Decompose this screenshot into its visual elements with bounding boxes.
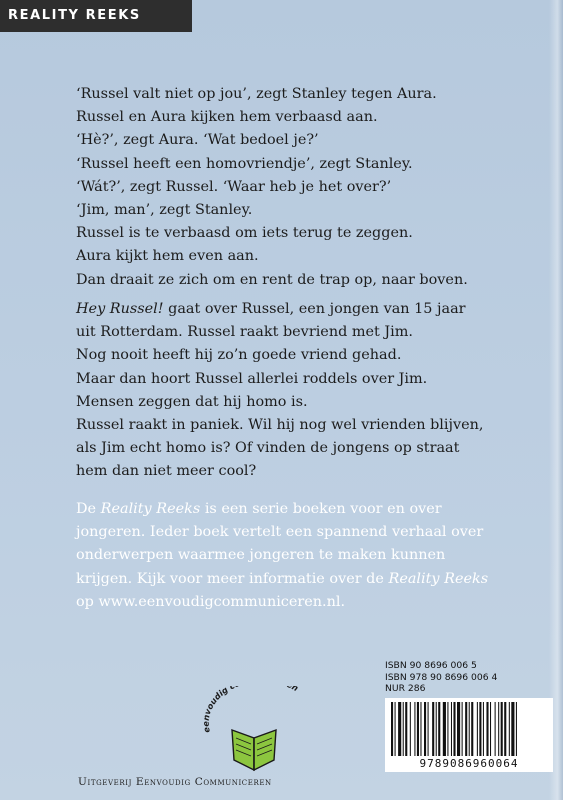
excerpt-line: ‘Jim, man’, zegt Stanley. bbox=[76, 202, 253, 219]
excerpt-line: ‘Russel heeft een homovriendje’, zegt Stanley. bbox=[76, 155, 413, 172]
excerpt-block bbox=[76, 83, 476, 292]
excerpt-line: ‘Wát?’, zegt Russel. ‘Waar heb je het over?’ bbox=[76, 178, 392, 195]
isbn-13: ISBN 978 90 8696 006 4 bbox=[385, 671, 498, 683]
publisher-logo bbox=[196, 686, 326, 772]
summary-line: Nog nooit heeft hij zo’n goede vriend gehad. bbox=[76, 347, 402, 364]
summary-line: hem dan niet meer cool? bbox=[76, 463, 257, 480]
summary-line: Russel raakt in paniek. Wil hij nog wel vrienden blijven, bbox=[76, 417, 484, 434]
excerpt-line: ‘Russel valt niet op jou’, zegt Stanley tegen Aura. bbox=[76, 86, 437, 102]
nur-code: NUR 286 bbox=[385, 683, 426, 694]
summary-text: gaat over Russel, een jongen van 15 jaar bbox=[163, 301, 466, 317]
series-info-block bbox=[76, 498, 516, 614]
isbn-10: ISBN 90 8696 006 5 bbox=[385, 660, 477, 671]
series-info-text: is een serie boeken voor en over bbox=[200, 501, 442, 517]
excerpt-line: Russel en Aura kijken hem verbaasd aan. bbox=[76, 109, 378, 126]
excerpt-line: Russel is te verbaasd om iets terug te zeggen. bbox=[76, 225, 413, 242]
series-info-text: krijgen. Kijk voor meer informatie over de bbox=[76, 570, 389, 587]
barcode-digits: 9789086960064 bbox=[419, 757, 519, 770]
excerpt-line: Aura kijkt hem even aan. bbox=[76, 248, 259, 265]
logo-text bbox=[201, 686, 301, 734]
logo-text-path: eenvoudig n bbox=[200, 686, 301, 734]
summary-line: als Jim echt homo is? Of vinden de jongens op straat bbox=[76, 440, 460, 457]
isbn-block bbox=[385, 660, 553, 772]
summary-line: uit Rotterdam. Russel raakt bevriend met Jim. bbox=[76, 324, 413, 341]
book-title: Hey Russel! bbox=[76, 301, 164, 317]
publisher-name: Uitgeverij Eenvoudig Communiceren bbox=[78, 776, 272, 788]
book-logo-icon bbox=[196, 686, 326, 772]
summary-line: Mensen zeggen dat hij homo is. bbox=[76, 393, 308, 410]
series-info-line bbox=[76, 498, 516, 521]
series-name: Reality Reeks bbox=[388, 570, 489, 587]
excerpt-line: Dan draait ze zich om en rent de trap op, naar boven. bbox=[76, 271, 468, 288]
summary-line: Maar dan hoort Russel allerlei roddels over Jim. bbox=[76, 370, 428, 387]
excerpt-line: ‘Hè?’, zegt Aura. ‘Wat bedoel je?’ bbox=[76, 132, 319, 149]
series-info-line bbox=[76, 568, 516, 591]
series-info-line: jongeren. Ieder boek vertelt een spannend verhaal over bbox=[76, 524, 484, 541]
barcode bbox=[385, 698, 553, 772]
barcode-bars bbox=[389, 702, 549, 756]
series-info-text: De bbox=[76, 501, 101, 517]
summary-block bbox=[76, 298, 484, 484]
series-label: REALITY REEKS bbox=[0, 0, 192, 32]
summary-line bbox=[76, 298, 476, 321]
series-info-line: onderwerpen waarmee jongeren te maken kunnen bbox=[76, 547, 446, 564]
series-info-line: op www.eenvoudigcommuniceren.nl. bbox=[76, 593, 346, 610]
series-name: Reality Reeks bbox=[100, 501, 201, 517]
